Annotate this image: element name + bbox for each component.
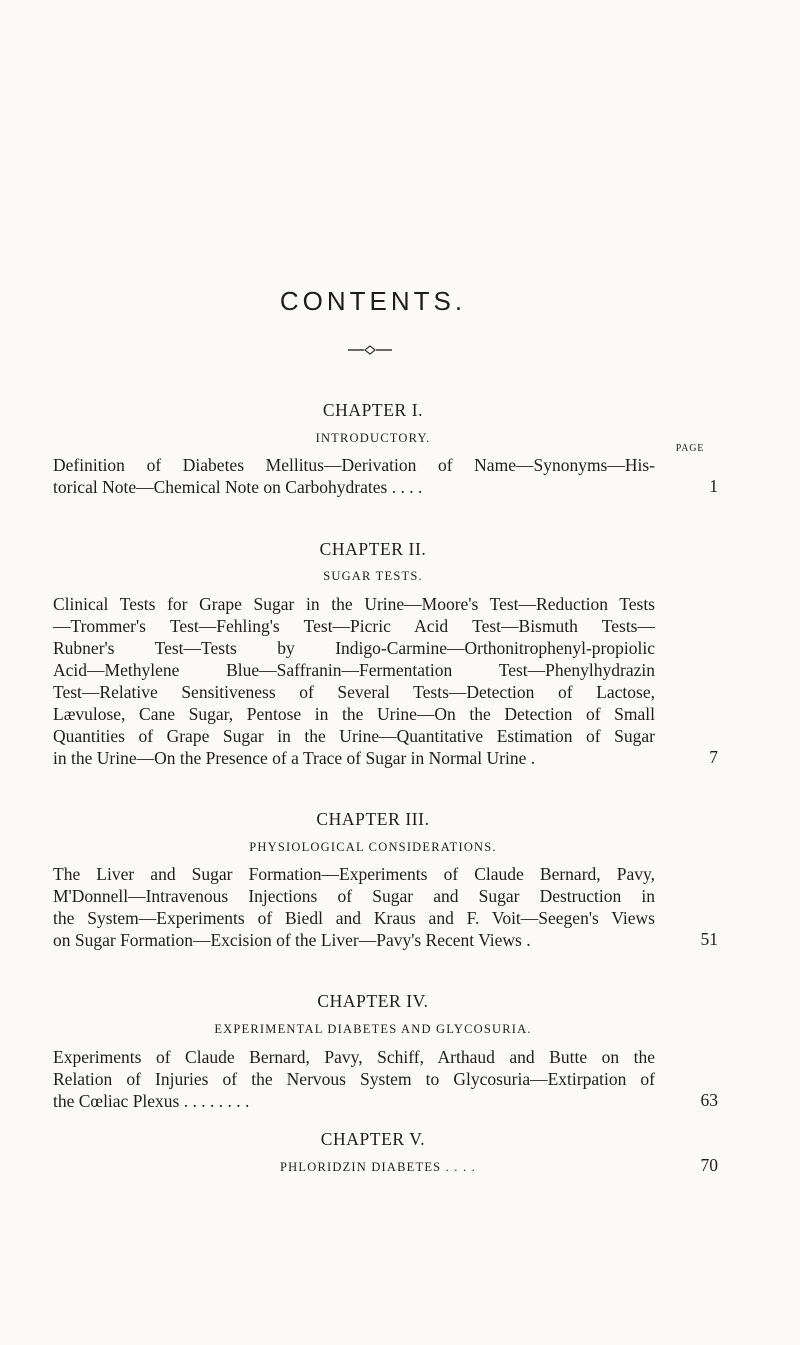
entry-line: M'Donnell—Intravenous Injections of Sugar and Sugar Destruction in <box>53 886 655 906</box>
chapter-entry <box>53 593 655 769</box>
page-number: 51 <box>700 929 718 949</box>
chapter-entry <box>53 1046 655 1112</box>
entry-line: Relation of Injuries of the Nervous System to Glycosuria—Extirpation of <box>53 1069 655 1089</box>
entry-line: Clinical Tests for Grape Sugar in the Urine—Moore's Test—Reduction Tests <box>53 594 655 614</box>
page-number: 70 <box>700 1155 718 1175</box>
page-number: 63 <box>700 1090 718 1110</box>
chapter-subtitle: EXPERIMENTAL DIABETES AND GLYCOSURIA. <box>214 1022 532 1036</box>
ornament-divider-icon <box>348 344 392 356</box>
chapter-entry <box>53 454 655 498</box>
chapter-heading: CHAPTER III. <box>316 809 430 829</box>
entry-line: Quantities of Grape Sugar in the Urine—Quantitative Estimation of Sugar <box>53 726 655 746</box>
chapter-heading: CHAPTER V. <box>320 1129 426 1149</box>
chapter-subtitle: PHLORIDZIN DIABETES . . . . <box>280 1160 476 1174</box>
entry-line: in the Urine—On the Presence of a Trace of Sugar in Normal Urine . <box>53 748 536 768</box>
entry-line: on Sugar Formation—Excision of the Liver—Pavy's Recent Views . <box>53 930 531 950</box>
page-column-label: PAGE <box>675 443 705 454</box>
entry-line: Test—Relative Sensitiveness of Several Tests—Detection of Lactose, <box>53 682 655 702</box>
chapter-subtitle: PHYSIOLOGICAL CONSIDERATIONS. <box>249 840 497 854</box>
entry-line: Definition of Diabetes Mellitus—Derivation of Name—Synonyms—His- <box>53 455 655 475</box>
entry-line: —Trommer's Test—Fehling's Test—Picric Acid Test—Bismuth Tests— <box>53 616 655 636</box>
chapter-entry <box>53 863 655 951</box>
entry-line: Rubner's Test—Tests by Indigo-Carmine—Orthonitrophenyl-propiolic <box>53 638 655 658</box>
entry-line: Experiments of Claude Bernard, Pavy, Schiff, Arthaud and Butte on the <box>53 1047 655 1067</box>
entry-line: torical Note—Chemical Note on Carbohydrates . . . . <box>53 477 423 497</box>
page-number: 1 <box>709 476 718 496</box>
chapter-heading: CHAPTER IV. <box>317 991 429 1011</box>
entry-line: Lævulose, Cane Sugar, Pentose in the Urine—On the Detection of Small <box>53 704 655 724</box>
page-number: 7 <box>709 747 718 767</box>
chapter-subtitle: INTRODUCTORY. <box>315 431 431 445</box>
page-title: CONTENTS. <box>279 286 467 316</box>
chapter-heading: CHAPTER I. <box>322 400 424 420</box>
entry-line: the System—Experiments of Biedl and Kraus and F. Voit—Seegen's Views <box>53 908 655 928</box>
chapter-heading: CHAPTER II. <box>319 539 427 559</box>
entry-line: the Cœliac Plexus . . . . . . . . <box>53 1091 250 1111</box>
chapter-subtitle: SUGAR TESTS. <box>323 569 423 583</box>
entry-line: The Liver and Sugar Formation—Experiments of Claude Bernard, Pavy, <box>53 864 655 884</box>
entry-line: Acid—Methylene Blue—Saffranin—Fermentation Test—Phenylhydrazin <box>53 660 655 680</box>
